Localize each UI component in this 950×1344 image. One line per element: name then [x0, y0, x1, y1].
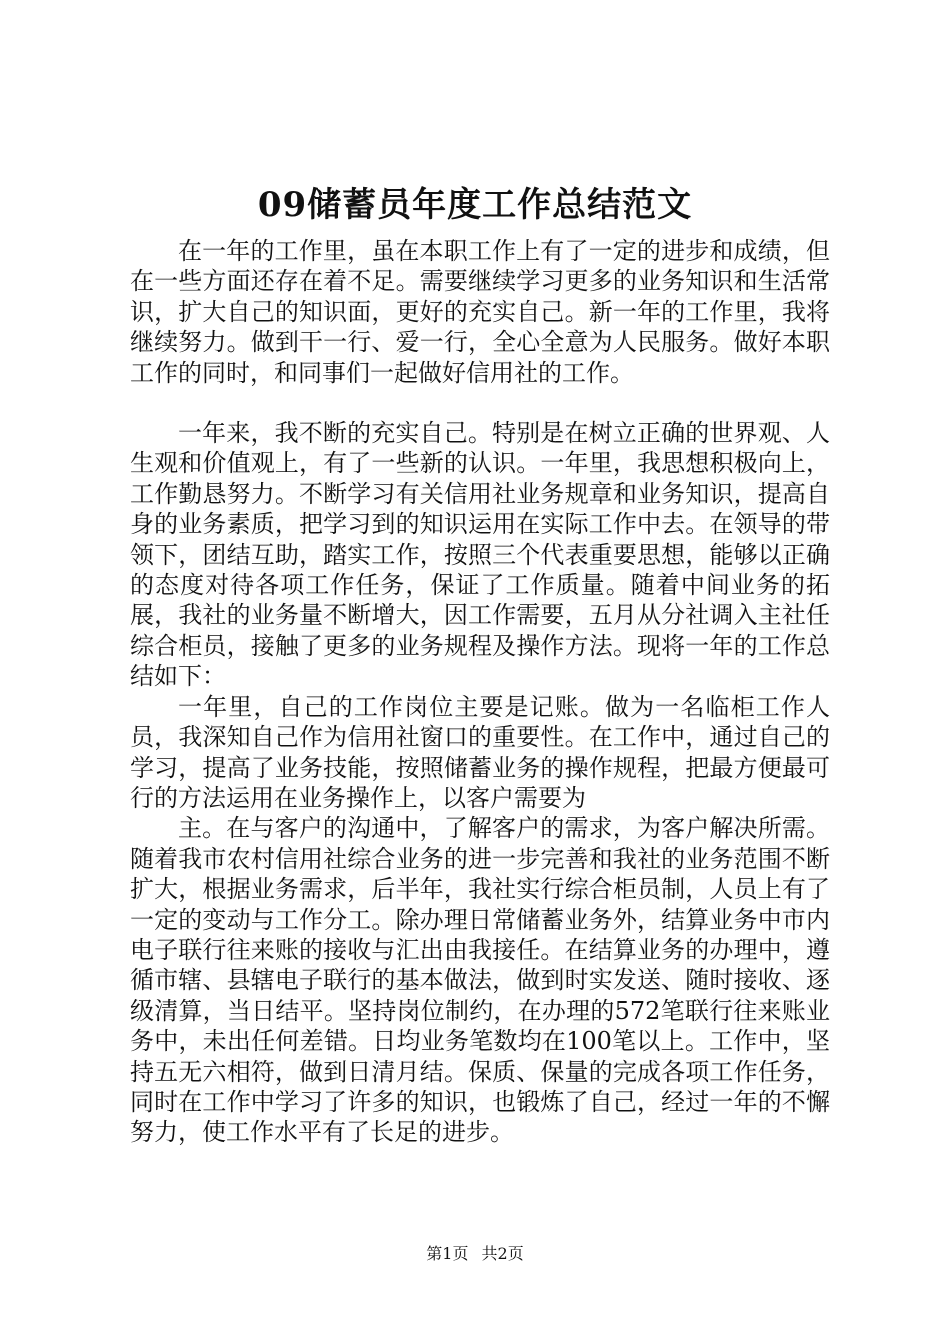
paragraph-intro: 在一年的工作里，虽在本职工作上有了一定的进步和成绩，但在一些方面还存在着不足。需要继续学习更多的业务知识和生活常识，扩大自己的知识面，更好的充实自己。新一年的工作里，我将继续努力。做到干一行、爱一行，全心全意为人民服务。做好本职工作的同时，和同事们一起做好信用社的工作。 [130, 237, 830, 387]
paragraph-overview: 一年来，我不断的充实自己。特别是在树立正确的世界观、人生观和价值观上，有了一些新的认识。一年里，我思想积极向上，工作勤恳努力。不断学习有关信用社业务规章和业务知识，提高自身的业务素质，把学习到的知识运用在实际工作中去。在领导的带领下，团结互助，踏实工作，按照三个代表重要思想，能够以正确的态度对待各项工作任务，保证了工作质量。随着中间业务的拓展，我社的业务量不断增大，因工作需要，五月从分社调入主社任综合柜员，接触了更多的业务规程及操作方法。现将一年的工作总结如下： [130, 419, 830, 691]
page-total: 共2页 [481, 1244, 524, 1263]
document-body [130, 236, 830, 1148]
paragraph-work-detail: 主。在与客户的沟通中，了解客户的需求，为客户解决所需。随着我市农村信用社综合业务的进一步完善和我社的业务范围不断扩大，根据业务需求，后半年，我社实行综合柜员制，人员上有了一定的变动与工作分工。除办理日常储蓄业务外，结算业务中市内电子联行往来账的接收与汇出由我接任。在结算业务的办理中，遵循市辖、县辖电子联行的基本做法，做到时实发送、随时接收、逐级清算，当日结平。坚持岗位制约，在办理的572笔联行往来账业务中，未出任何差错。日均业务笔数均在100笔以上。工作中，坚持五无六相符，做到日清月结。保质、保量的完成各项工作任务，同时在工作中学习了许多的知识，也锻炼了自己，经过一年的不懈努力，使工作水平有了长足的进步。 [130, 814, 830, 1147]
document-title: 09储蓄员年度工作总结范文 [257, 185, 693, 225]
page-footer [0, 1242, 950, 1266]
page-number: 第1页 [426, 1244, 469, 1263]
paragraph-position: 一年里，自己的工作岗位主要是记账。做为一名临柜工作人员，我深知自己作为信用社窗口的重要性。在工作中，通过自己的学习，提高了业务技能，按照储蓄业务的操作规程，把最方便最可行的方法运用在业务操作上，以客户需要为 [130, 692, 830, 812]
